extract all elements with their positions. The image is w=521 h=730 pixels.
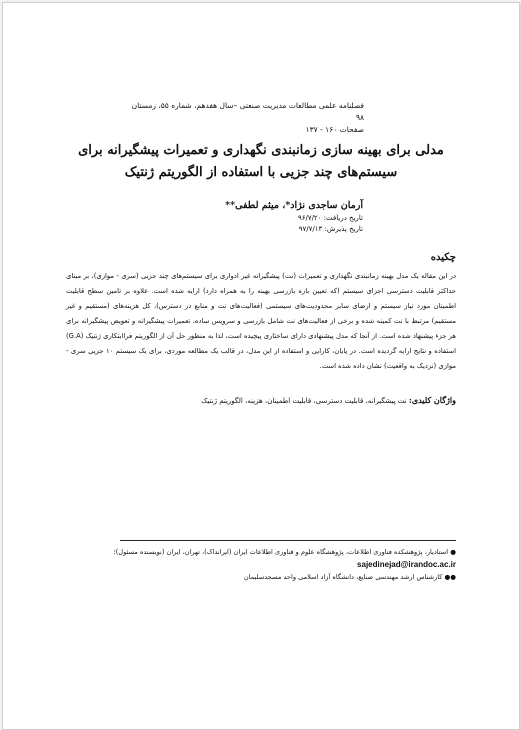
page-range: صفحات ۱۶۰ - ۱۳۷	[305, 125, 364, 134]
abstract-text: در این مقاله یک مدل بهینه زمانبندی نگهداری و تعمیرات (نت) پیشگیرانه غیر ادواری برای سیستم‌های چند جزیی (سری - موازی)، بر مبنای حداکثر قابلیت دسترسی اجزای سیستم (که تعیین بازه بازرسی بهینه را به همراه دارد) ارایه شده است. علاوه بر تامین سطح قابلیت اطمینان مورد نیاز سیستم و ارضای سایر محدودیت‌های سیستمی (فعالیت‌های نت و منابع در دسترس)، کل هزینه‌های (مستقیم و غیر مستقیم) مرتبط با نت کمینه شده و برخی از فعالیت‌های نت شامل بازرسی و سرویس ساده، تعمیرات پیشگیرانه و تعویض پیشگیرانه برای هر جزء پیشنهاد شده است. از آنجا که مدل پیشنهادی دارای ساختاری پیچیده است، لذا به منظور حل آن از الگوریتم فراابتکاری ژنتیک (G.A) استفاده و نتایج ارایه گردیده است. در پایان، کارایی و استفاده از این مدل، در قالب یک مطالعه موردی، برای یک سیستم ۱۰ جزیی سری - موازی (نزدیک به واقعیت) نشان داده شده است.	[66, 272, 456, 370]
footnotes	[66, 546, 456, 584]
footnote-2: ●● کارشناس ارشد مهندسی صنایع، دانشگاه آزاد اسلامی واحد مسجدسلیمان	[243, 573, 456, 581]
footnote-1-text: ● استادیار، پژوهشکده فناوری اطلاعات، پژوهشگاه علوم و فناوری اطلاعات ایران (ایرانداک)، تهران، ایران (نویسنده مسئول)؛	[113, 548, 456, 556]
received-date: تاریخ دریافت: ۹۶/۷/۲۰	[297, 214, 363, 222]
accepted-date: تاریخ پذیرش: ۹۷/۷/۱۳	[298, 225, 363, 233]
keywords	[66, 395, 456, 405]
footnote-divider	[120, 540, 456, 541]
authors: آرمان ساجدی نژاد*، میثم لطفی**	[225, 200, 363, 211]
author-email: sajedinejad@irandoc.ac.ir	[357, 559, 456, 569]
dates	[143, 213, 363, 235]
keywords-label: واژگان کلیدی:	[408, 395, 456, 405]
footnote-1	[66, 546, 456, 571]
paper-title	[73, 140, 449, 184]
keywords-text: نت پیشگیرانه، قابلیت دسترسی، قابلیت اطمینان، هزینه، الگوریتم ژنتیک	[201, 397, 409, 405]
journal-header	[124, 100, 364, 136]
abstract-heading: چکیده	[430, 252, 456, 263]
paper-page	[2, 2, 520, 730]
title-line-1: مدلی برای بهینه سازی زمانبندی نگهداری و تعمیرات پیشگیرانه برای	[78, 143, 444, 158]
title-line-2: سیستم‌های چند جزیی با استفاده از الگوریتم ژنتیک	[124, 165, 398, 180]
journal-info: فصلنامه علمی مطالعات مدیریت صنعتی –سال هفدهم، شماره ۵۵، زمستان ۹۸	[131, 101, 364, 122]
